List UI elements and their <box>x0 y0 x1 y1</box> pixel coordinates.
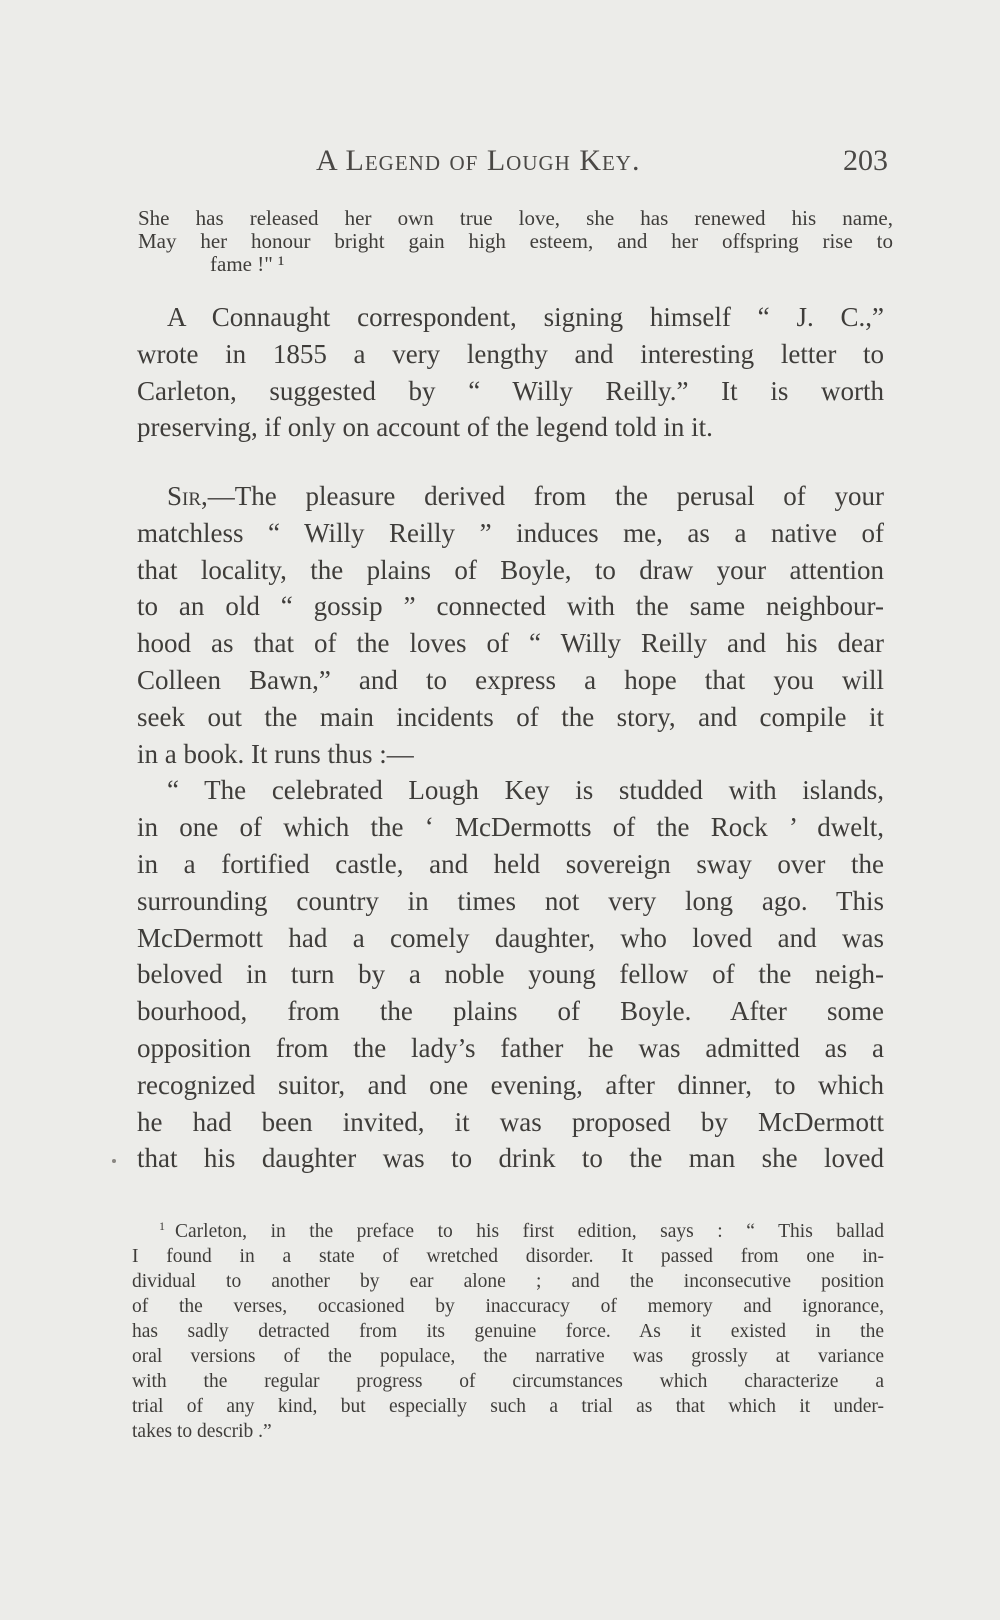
text-line: opposition from the lady’s father he was admitted as a <box>137 1032 884 1063</box>
text-line: in a fortified castle, and held sovereign sway over the <box>137 848 884 879</box>
footnote-line: trial of any kind, but especially such a trial as that which it under- <box>132 1396 884 1417</box>
text-line: bourhood, from the plains of Boyle. After some <box>137 996 884 1027</box>
text-line-rest: —The pleasure derived from the perusal of your <box>207 481 884 511</box>
text-line: Carleton, suggested by “ Willy Reilly.” It is worth <box>137 375 884 406</box>
text-line: that his daughter was to drink to the man she loved <box>137 1143 884 1174</box>
verse-line: She has released her own true love, she has renewed his name, <box>138 206 893 230</box>
footnote <box>132 1219 884 1444</box>
text-line: beloved in turn by a noble young fellow of the neigh- <box>137 959 884 990</box>
margin-mark <box>112 1159 116 1163</box>
salutation: Sir, <box>167 481 208 511</box>
text-line <box>137 478 884 515</box>
text-line: he had been invited, it was proposed by McDermott <box>137 1106 884 1137</box>
verse-block <box>138 207 893 276</box>
running-title: A Legend of Lough Key. <box>316 144 641 177</box>
text-line: to an old “ gossip ” connected with the same neighbour- <box>137 591 884 622</box>
text-line: in a book. It runs thus :— <box>137 738 414 769</box>
text-line: Colleen Bawn,” and to express a hope that you will <box>137 664 884 695</box>
page-number: 203 <box>843 144 888 177</box>
text-line: “ The celebrated Lough Key is studded with islands, <box>167 775 884 806</box>
letter-text <box>137 478 884 1177</box>
text-line: recognized suitor, and one evening, after dinner, to which <box>137 1069 884 1100</box>
footnote-line: oral versions of the populace, the narrative was grossly at variance <box>132 1346 884 1367</box>
footnote-line: of the verses, occasioned by inaccuracy of memory and ignorance, <box>132 1296 884 1317</box>
footnote-line: I found in a state of wretched disorder. It passed from one in- <box>132 1246 884 1267</box>
text-line: McDermott had a comely daughter, who loved and was <box>137 922 884 953</box>
footnote-line: has sadly detracted from its genuine force. As it existed in the <box>132 1321 884 1342</box>
footnote-line: takes to describ .” <box>132 1421 272 1442</box>
text-line: wrote in 1855 a very lengthy and interesting letter to <box>137 338 884 369</box>
verse-line: May her honour bright gain high esteem, and her offspring rise to <box>138 229 893 253</box>
text-line: preserving, if only on account of the legend told in it. <box>137 412 713 443</box>
footnote-line <box>132 1219 884 1244</box>
text-line: A Connaught correspondent, signing himself “ J. C.,” <box>167 302 884 332</box>
footnote-line: dividual to another by ear alone ; and the inconsecutive position <box>132 1271 884 1292</box>
footnote-line-text: Carleton, in the preface to his first edition, says : “ This ballad <box>175 1221 884 1242</box>
text-line: that locality, the plains of Boyle, to draw your attention <box>137 554 884 585</box>
footnote-marker: 1 <box>159 1218 165 1233</box>
verse-line: fame !" ¹ <box>210 252 285 276</box>
text-line: hood as that of the loves of “ Willy Reilly and his dear <box>137 628 884 659</box>
intro-paragraph <box>137 299 884 446</box>
footnote-line: with the regular progress of circumstances which characterize a <box>132 1371 884 1392</box>
text-line: surrounding country in times not very long ago. This <box>137 885 884 916</box>
text-line: matchless “ Willy Reilly ” induces me, as a native of <box>137 517 884 548</box>
text-line: seek out the main incidents of the story, and compile it <box>137 701 884 732</box>
text-line: in one of which the ‘ McDermotts of the Rock ’ dwelt, <box>137 812 884 843</box>
